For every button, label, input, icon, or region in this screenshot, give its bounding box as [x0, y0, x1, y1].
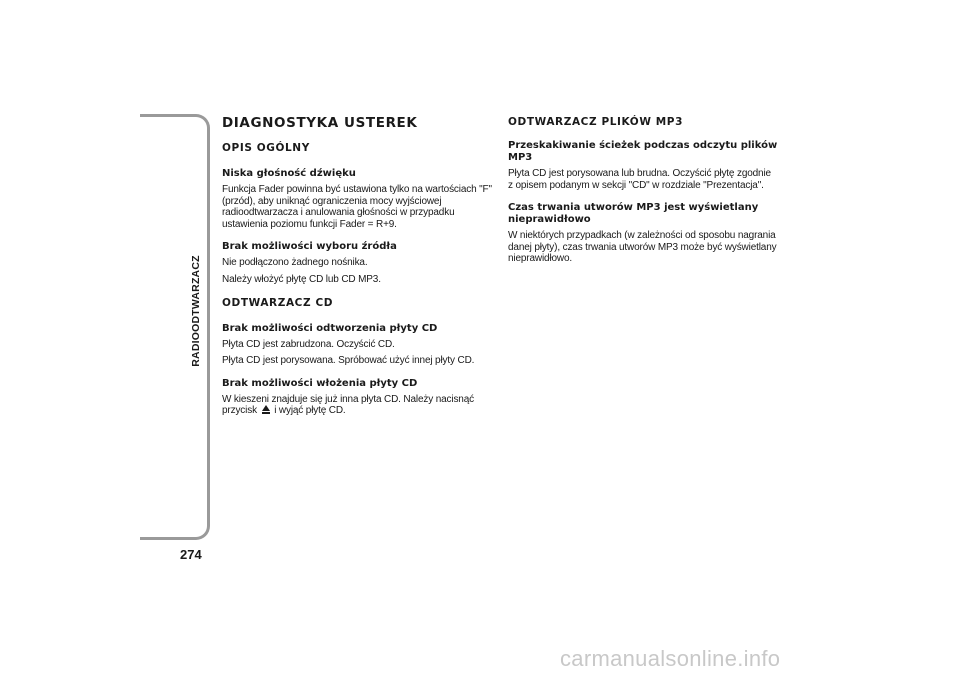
side-tab-label: RADIOODTWARZACZ	[190, 255, 202, 367]
no-source-line2: Należy włożyć płytę CD lub CD MP3.	[222, 273, 381, 285]
no-insert-line2	[222, 405, 492, 417]
low-volume-text: Funkcja Fader powinna być ustawiona tylko na wartościach "F" (przód), aby uniknąć ograniczenia mocy wyjściowej radioodtwarzacza i anulowania głośności w przypadku ustawienia poziomu funkcji Fader = R+9.	[222, 184, 492, 230]
side-tab	[186, 256, 206, 366]
page-number: 274	[180, 547, 202, 562]
duration-heading: Czas trwania utworów MP3 jest wyświetlany nieprawidłowo	[508, 202, 759, 226]
no-playback-block	[222, 323, 492, 367]
low-volume-block	[222, 168, 492, 230]
no-playback-heading: Brak możliwości odtworzenia płyty CD	[222, 322, 438, 334]
no-source-line1: Nie podłączono żadnego nośnika.	[222, 257, 368, 269]
no-insert-line2-post: i wyjąć płytę CD.	[274, 405, 346, 417]
no-insert-line1: W kieszeni znajduje się już inna płyta CD. Należy nacisnąć	[222, 393, 474, 405]
duration-text: W niektórych przypadkach (w zależności od sposobu nagrania danej płyty), czas trwania utworów MP3 może być wyświetlany nieprawidłowo.	[508, 230, 777, 265]
low-volume-heading: Niska głośność dźwięku	[222, 168, 356, 179]
no-playback-line1: Płyta CD jest zabrudzona. Oczyścić CD.	[222, 338, 395, 350]
no-source-block	[222, 241, 492, 285]
section-title-diagnostics: DIAGNOSTYKA USTEREK	[222, 115, 418, 131]
section-heading-cd: ODTWARZACZ CD	[222, 296, 334, 309]
no-source-heading: Brak możliwości wyboru źródła	[222, 241, 397, 253]
skipping-block	[508, 140, 778, 191]
no-insert-block	[222, 378, 492, 417]
left-column	[222, 116, 492, 428]
no-insert-line2-pre: przycisk	[222, 405, 257, 417]
eject-icon	[262, 405, 270, 414]
right-column	[508, 116, 778, 276]
skipping-text: Płyta CD jest porysowana lub brudna. Oczyścić płytę zgodnie z opisem podanym w sekcji "CD" w rozdziale "Prezentacja".	[508, 168, 771, 191]
no-playback-line2: Płyta CD jest porysowana. Spróbować użyć innej płyty CD.	[222, 355, 475, 367]
skipping-heading: Przeskakiwanie ścieżek podczas odczytu plików MP3	[508, 140, 778, 163]
watermark: carmanualsonline.info	[560, 646, 781, 671]
duration-block	[508, 202, 778, 265]
section-heading-general: OPIS OGÓLNY	[222, 142, 310, 154]
section-heading-mp3: ODTWARZACZ PLIKÓW MP3	[508, 116, 684, 128]
no-insert-heading: Brak możliwości włożenia płyty CD	[222, 377, 418, 389]
